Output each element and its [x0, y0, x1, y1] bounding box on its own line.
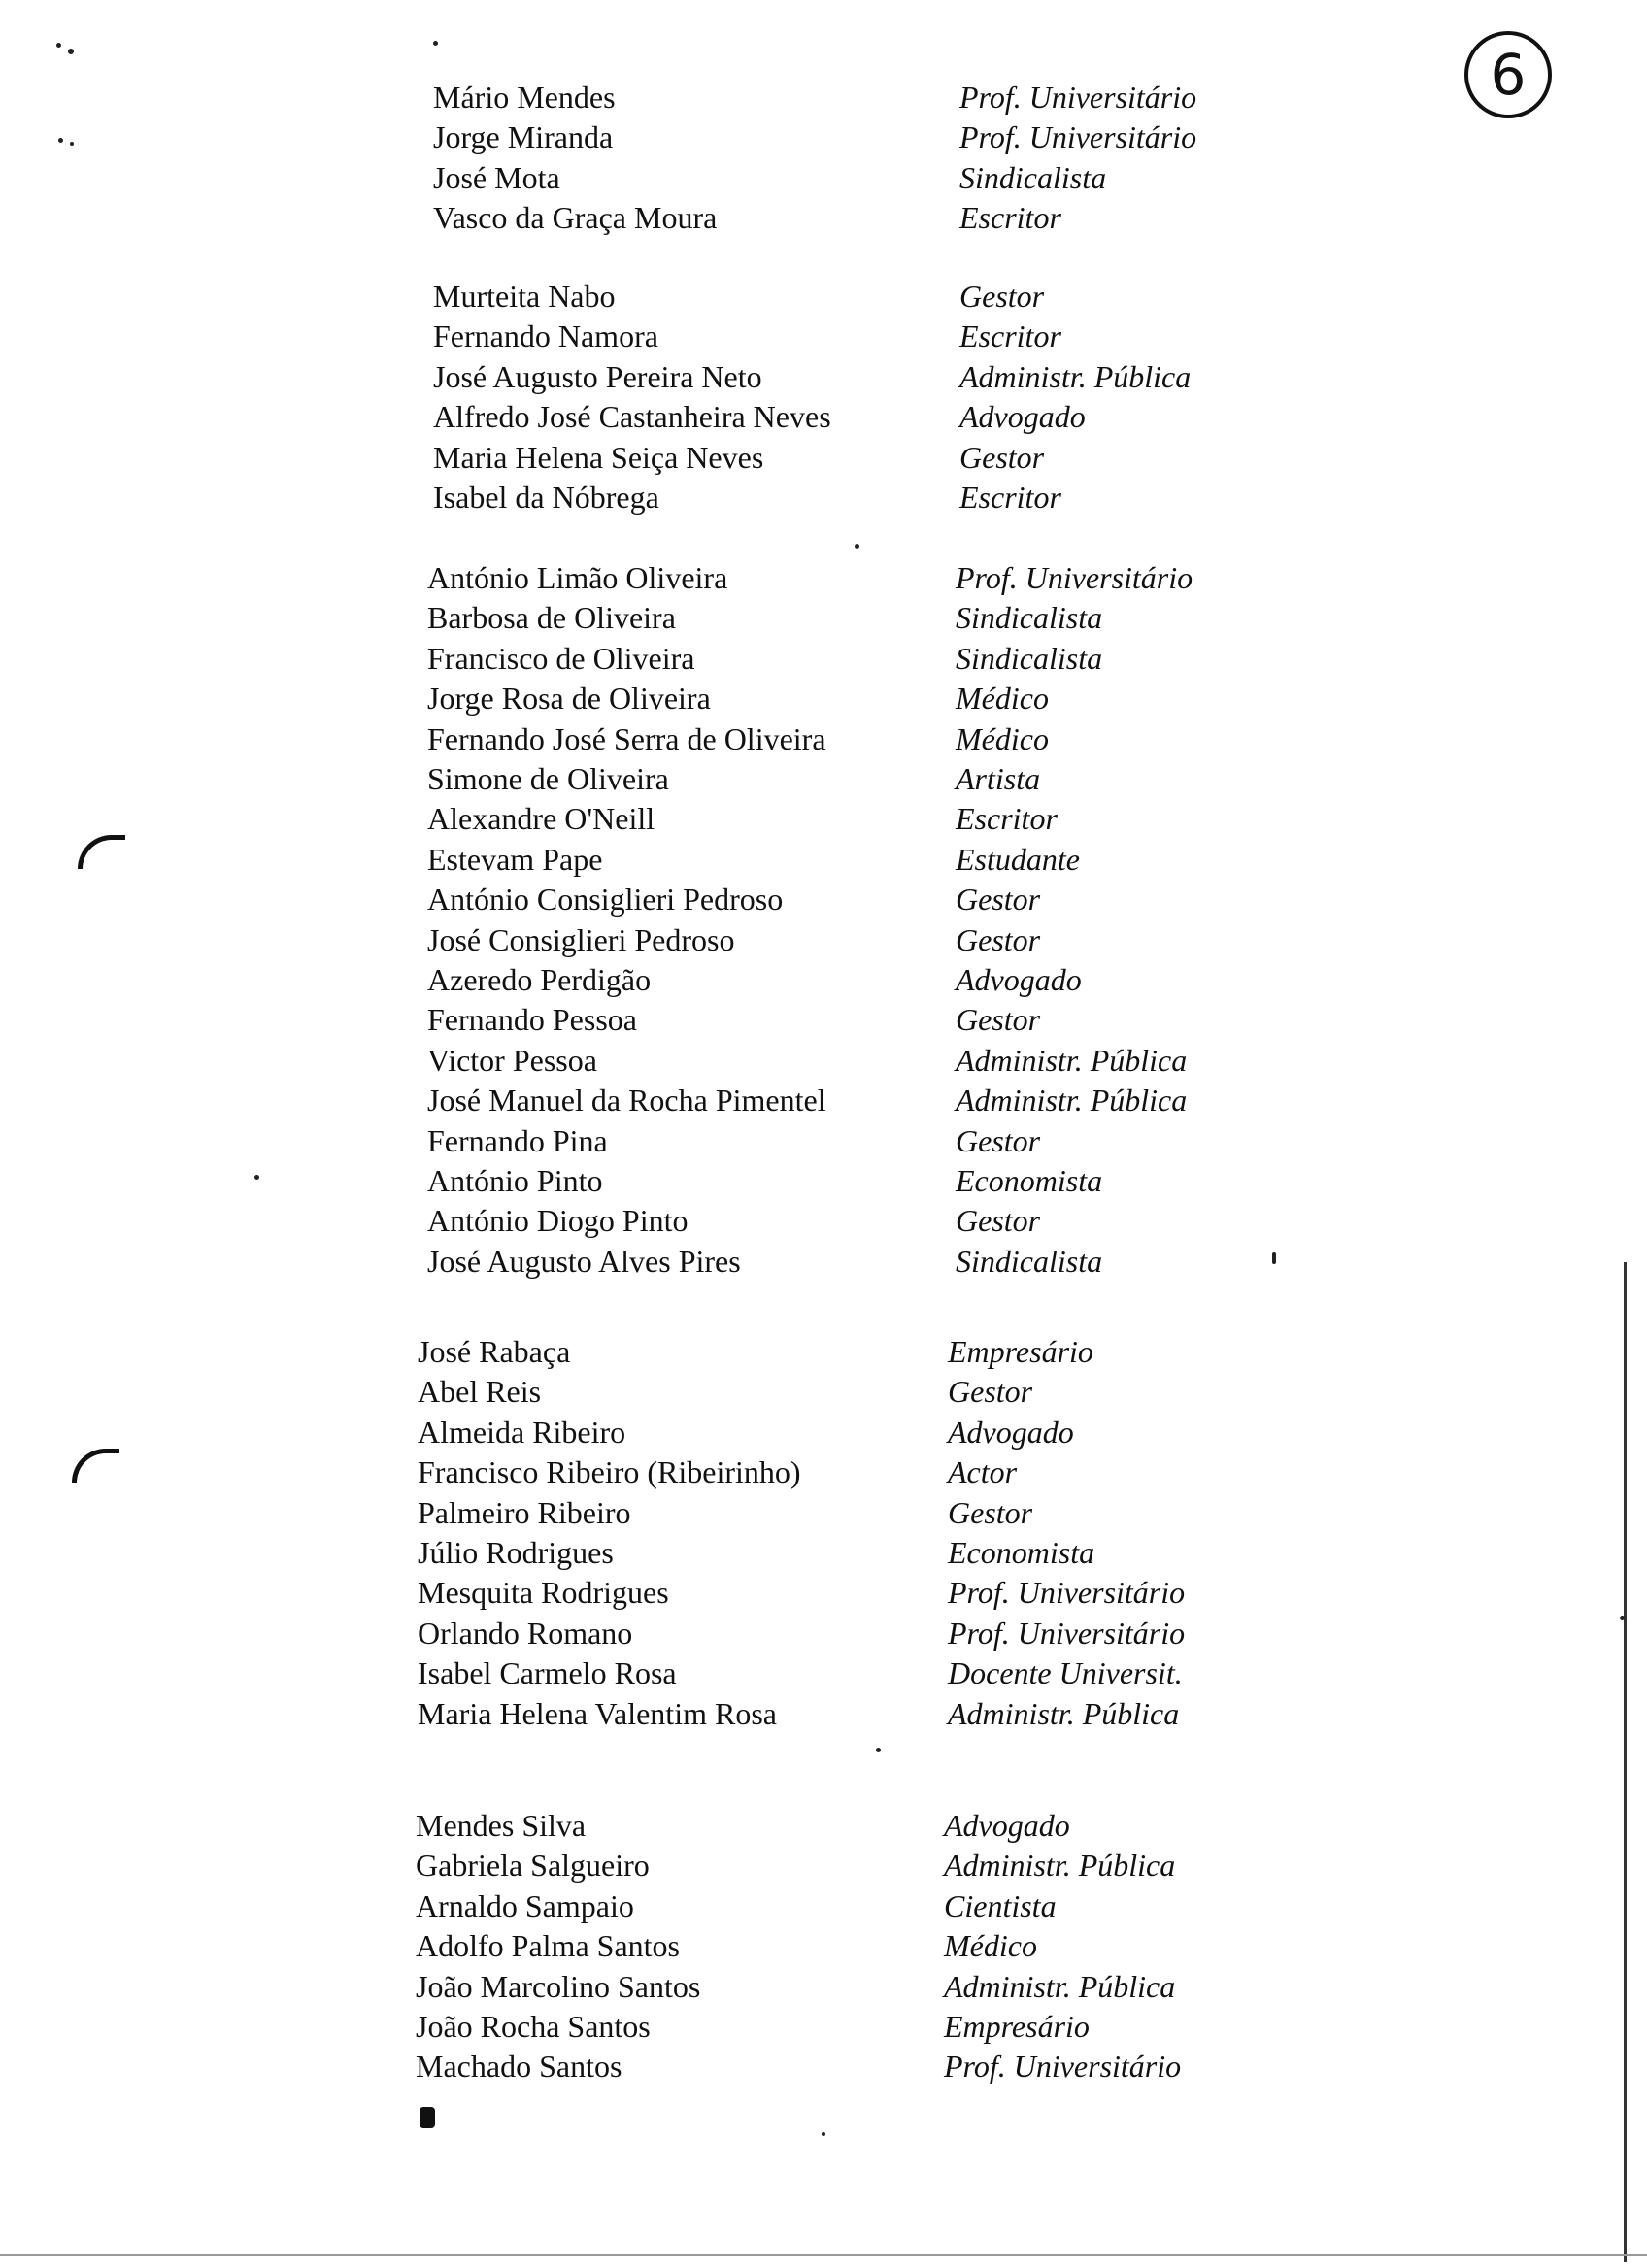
speck: [70, 142, 74, 146]
profession: Sindicalista: [956, 641, 1103, 676]
page-edge-line: [1624, 1262, 1627, 2262]
speck: [855, 544, 859, 549]
person-name: Fernando Pina: [427, 1123, 608, 1158]
profession: Gestor: [959, 279, 1045, 314]
person-name: António Diogo Pinto: [427, 1203, 689, 1238]
profession: Economista: [956, 1163, 1103, 1198]
person-name: Almeida Ribeiro: [418, 1415, 626, 1450]
person-name: Orlando Romano: [418, 1616, 633, 1651]
speck: [1272, 1252, 1276, 1264]
person-name: Jorge Miranda: [433, 119, 614, 154]
person-name: José Mota: [433, 160, 560, 195]
speck: [876, 1748, 881, 1752]
profession: Administr. Pública: [948, 1696, 1180, 1731]
profession: Gestor: [956, 1123, 1041, 1158]
profession: Artista: [956, 761, 1041, 796]
profession: Prof. Universitário: [959, 80, 1197, 115]
profession: Administr. Pública: [956, 1083, 1188, 1117]
person-name: António Consiglieri Pedroso: [427, 882, 784, 917]
profession: Escritor: [959, 480, 1061, 515]
person-name: José Consiglieri Pedroso: [427, 922, 735, 957]
profession: Gestor: [948, 1374, 1033, 1409]
profession: Administr. Pública: [959, 359, 1192, 394]
profession: Gestor: [948, 1495, 1033, 1530]
profession: Gestor: [956, 882, 1041, 917]
person-name: Isabel da Nóbrega: [433, 480, 659, 515]
person-name: Fernando Namora: [433, 318, 658, 353]
profession: Prof. Universitário: [948, 1616, 1186, 1651]
profession: Estudante: [956, 842, 1080, 877]
person-name: Murteita Nabo: [433, 279, 616, 314]
profession: Administr. Pública: [944, 1969, 1176, 2004]
ink-blot: [420, 2107, 435, 2128]
profession: Médico: [944, 1928, 1037, 1963]
speck: [68, 49, 74, 54]
person-name: Barbosa de Oliveira: [427, 600, 676, 635]
person-name: José Augusto Pereira Neto: [433, 359, 762, 394]
person-name: Azeredo Perdigão: [427, 962, 652, 997]
profession: Médico: [956, 681, 1049, 716]
person-name: Palmeiro Ribeiro: [418, 1495, 631, 1530]
person-name: Estevam Pape: [427, 842, 603, 877]
person-name: Mesquita Rodrigues: [418, 1575, 669, 1610]
person-name: Fernando Pessoa: [427, 1002, 637, 1037]
profession: Gestor: [959, 440, 1045, 475]
profession: Administr. Pública: [944, 1848, 1176, 1883]
profession: Gestor: [956, 1002, 1041, 1037]
person-name: Gabriela Salgueiro: [416, 1848, 650, 1883]
profession: Advogado: [956, 962, 1082, 997]
person-name: Maria Helena Seiça Neves: [433, 440, 764, 475]
profession: Empresário: [948, 1334, 1093, 1369]
profession: Gestor: [956, 1203, 1041, 1238]
profession: Prof. Universitário: [959, 119, 1197, 154]
person-name: Machado Santos: [416, 2049, 622, 2084]
profession: Médico: [956, 721, 1049, 756]
person-name: Vasco da Graça Moura: [433, 200, 718, 235]
speck: [433, 41, 438, 46]
speck: [56, 43, 61, 48]
profession: Sindicalista: [956, 600, 1103, 635]
speck: [1620, 1616, 1625, 1620]
speck: [822, 2132, 825, 2136]
profession: Advogado: [944, 1808, 1070, 1843]
scan-mark: [72, 1449, 119, 1483]
person-name: Mário Mendes: [433, 80, 616, 115]
profession: Prof. Universitário: [944, 2049, 1182, 2084]
person-name: Isabel Carmelo Rosa: [418, 1655, 677, 1690]
person-name: José Manuel da Rocha Pimentel: [427, 1083, 826, 1117]
person-name: Maria Helena Valentim Rosa: [418, 1696, 777, 1731]
person-name: José Augusto Alves Pires: [427, 1244, 741, 1279]
person-name: Júlio Rodrigues: [418, 1535, 614, 1570]
page-bottom-line: [0, 2254, 1647, 2256]
person-name: Alexandre O'Neill: [427, 801, 655, 836]
person-name: Fernando José Serra de Oliveira: [427, 721, 826, 756]
speck: [254, 1175, 259, 1180]
person-name: António Pinto: [427, 1163, 603, 1198]
profession: Empresário: [944, 2009, 1090, 2044]
person-name: Francisco Ribeiro (Ribeirinho): [418, 1454, 801, 1489]
profession: Escritor: [959, 318, 1061, 353]
profession: Advogado: [948, 1415, 1074, 1450]
person-name: Simone de Oliveira: [427, 761, 669, 796]
person-name: João Marcolino Santos: [416, 1969, 701, 2004]
person-name: Alfredo José Castanheira Neves: [433, 399, 831, 434]
profession: Actor: [948, 1454, 1018, 1489]
profession: Economista: [948, 1535, 1095, 1570]
profession: Prof. Universitário: [956, 560, 1193, 595]
profession: Gestor: [956, 922, 1041, 957]
profession: Escritor: [959, 200, 1061, 235]
speck: [58, 138, 63, 143]
person-name: Adolfo Palma Santos: [416, 1928, 680, 1963]
person-name: Jorge Rosa de Oliveira: [427, 681, 711, 716]
person-name: Victor Pessoa: [427, 1043, 597, 1078]
person-name: António Limão Oliveira: [427, 560, 728, 595]
profession: Sindicalista: [959, 160, 1107, 195]
person-name: Abel Reis: [418, 1374, 542, 1409]
person-name: Francisco de Oliveira: [427, 641, 695, 676]
profession: Sindicalista: [956, 1244, 1103, 1279]
profession: Cientista: [944, 1888, 1057, 1923]
person-name: Arnaldo Sampaio: [416, 1888, 634, 1923]
profession: Prof. Universitário: [948, 1575, 1186, 1610]
profession: Docente Universit.: [948, 1655, 1183, 1690]
profession: Advogado: [959, 399, 1086, 434]
person-name: Mendes Silva: [416, 1808, 587, 1843]
profession: Administr. Pública: [956, 1043, 1188, 1078]
page-number: 6: [1464, 31, 1552, 118]
scan-mark: [78, 835, 125, 869]
person-name: João Rocha Santos: [416, 2009, 651, 2044]
profession: Escritor: [956, 801, 1058, 836]
person-name: José Rabaça: [418, 1334, 571, 1369]
